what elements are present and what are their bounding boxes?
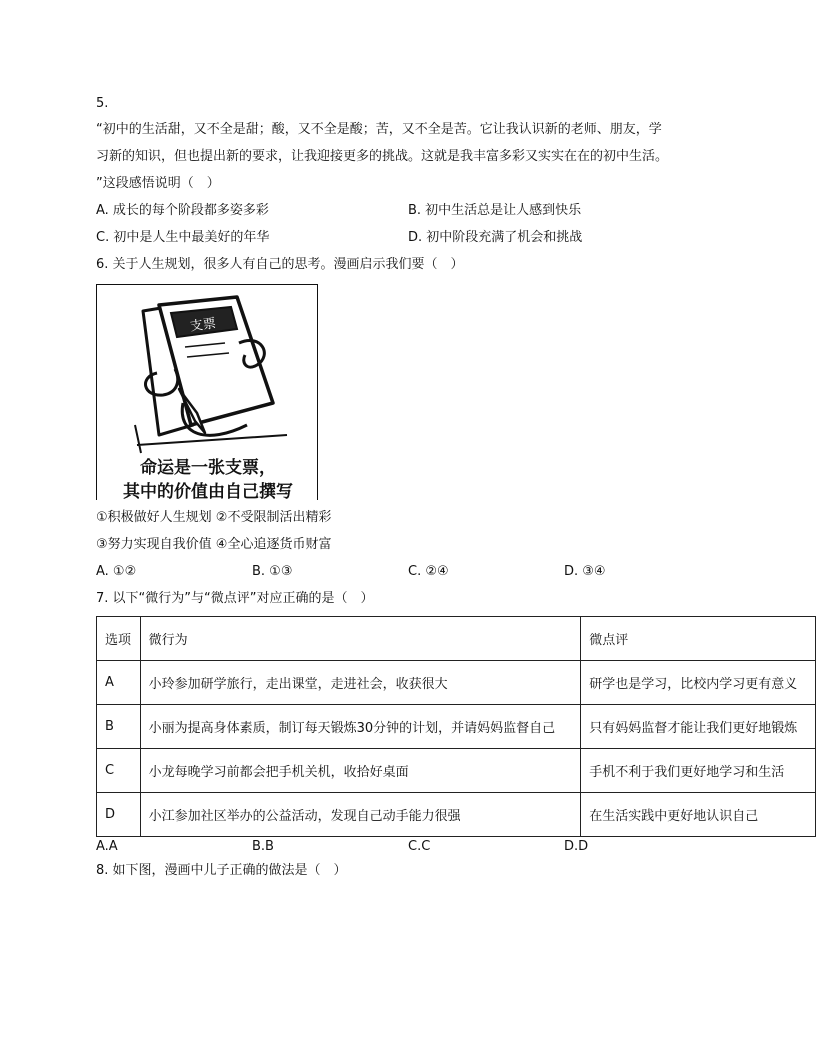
q5-stem-line1: “初中的生活甜，又不全是甜；酸，又不全是酸；苦，又不全是苦。它让我认识新的老师、朋友，学 bbox=[96, 122, 662, 137]
header-micro-comment: 微点评 bbox=[581, 617, 816, 661]
q7-table-wrapper bbox=[96, 616, 816, 838]
row-comment: 在生活实践中更好地认识自己 bbox=[581, 793, 816, 837]
header-option: 选项 bbox=[97, 617, 141, 661]
q7-option-d: D.D bbox=[564, 839, 589, 854]
q8-stem: 8. 如下图，漫画中儿子正确的做法是（ ） bbox=[96, 863, 347, 878]
q6-option-d: D. ③④ bbox=[564, 564, 606, 579]
cartoon-caption-line1: 命运是一张支票， bbox=[140, 458, 276, 478]
q7-option-b: B.B bbox=[252, 839, 274, 854]
row-behavior: 小丽为提高身体素质，制订每天锻炼30分钟的计划，并请妈妈监督自己 bbox=[140, 705, 581, 749]
row-option: D bbox=[97, 793, 141, 837]
q6-option-a: A. ①② bbox=[96, 564, 137, 579]
q6-statement1: ①积极做好人生规划 ②不受限制活出精彩 bbox=[96, 510, 332, 525]
row-option: B bbox=[97, 705, 141, 749]
q7-stem: 7. 以下“微行为”与“微点评”对应正确的是（ ） bbox=[96, 591, 374, 606]
row-behavior: 小玲参加研学旅行，走出课堂，走进社会，收获很大 bbox=[140, 661, 581, 705]
q6-option-c: C. ②④ bbox=[408, 564, 449, 579]
q5-option-a: A. 成长的每个阶段都多姿多彩 bbox=[96, 203, 269, 218]
q5-stem-line2: 习新的知识，但也提出新的要求，让我迎接更多的挑战。这就是我丰富多彩又实实在在的初中生活。 bbox=[96, 149, 669, 164]
row-comment: 手机不利于我们更好地学习和生活 bbox=[581, 749, 816, 793]
q7-option-a: A.A bbox=[96, 839, 118, 854]
q5-option-b: B. 初中生活总是让人感到快乐 bbox=[408, 203, 582, 218]
cheque-sign-text: 支票 bbox=[189, 316, 217, 335]
row-behavior: 小江参加社区举办的公益活动，发现自己动手能力很强 bbox=[140, 793, 581, 837]
q7-table bbox=[96, 616, 816, 837]
q5-option-c: C. 初中是人生中最美好的年华 bbox=[96, 230, 270, 245]
table-row bbox=[97, 661, 816, 705]
table-header-row bbox=[97, 617, 816, 661]
row-option: A bbox=[97, 661, 141, 705]
q7-option-c: C.C bbox=[408, 839, 431, 854]
cartoon-caption-line2: 其中的价值由自己撰写 bbox=[123, 482, 293, 500]
table-row bbox=[97, 793, 816, 837]
table-row bbox=[97, 749, 816, 793]
q6-option-b: B. ①③ bbox=[252, 564, 293, 579]
header-micro-behavior: 微行为 bbox=[140, 617, 581, 661]
q6-statement2: ③努力实现自我价值 ④全心追逐货币财富 bbox=[96, 537, 332, 552]
row-option: C bbox=[97, 749, 141, 793]
row-comment: 只有妈妈监督才能让我们更好地锻炼 bbox=[581, 705, 816, 749]
table-row bbox=[97, 705, 816, 749]
row-behavior: 小龙每晚学习前都会把手机关机，收拾好桌面 bbox=[140, 749, 581, 793]
q5-option-d: D. 初中阶段充满了机会和挑战 bbox=[408, 230, 583, 245]
q6-stem: 6. 关于人生规划，很多人有自己的思考。漫画启示我们要（ ） bbox=[96, 257, 464, 272]
q6-cartoon bbox=[96, 284, 318, 500]
q5-number: 5. bbox=[96, 96, 109, 111]
row-comment: 研学也是学习，比校内学习更有意义 bbox=[581, 661, 816, 705]
q5-stem-line3: ”这段感悟说明（ ） bbox=[96, 176, 220, 191]
